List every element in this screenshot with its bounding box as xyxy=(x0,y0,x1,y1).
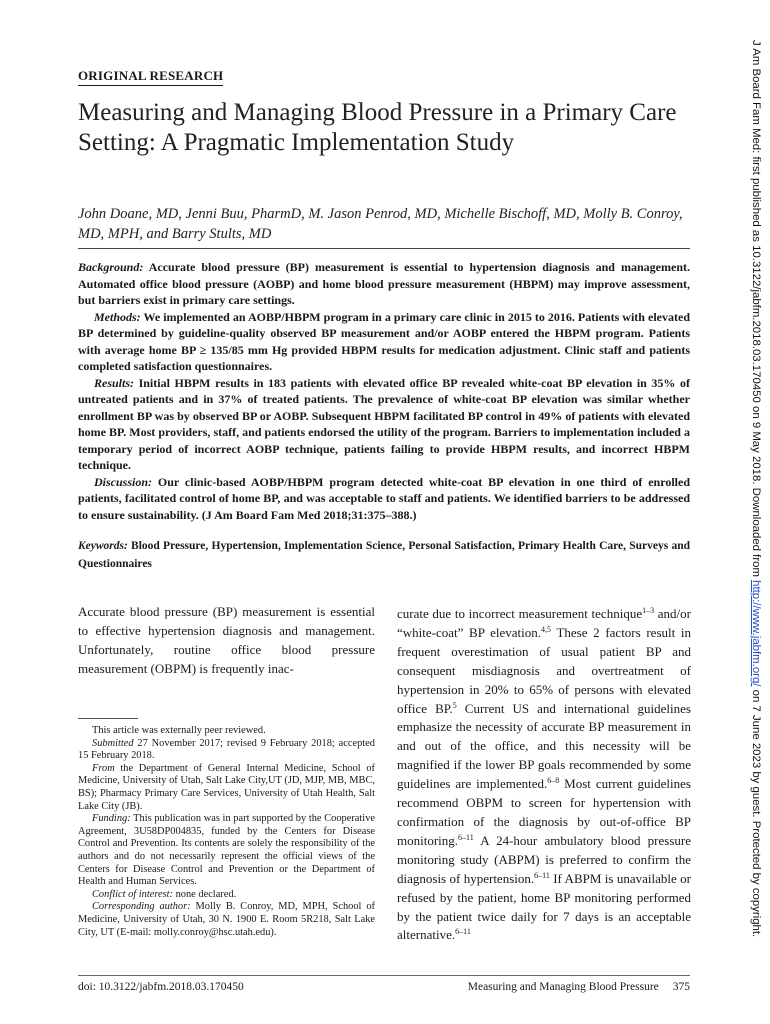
footnote-submitted xyxy=(78,738,375,763)
footnote-conflict-label: Conflict of interest: xyxy=(92,888,173,900)
citation-ref: 5 xyxy=(452,700,457,710)
citation-ref: 6–11 xyxy=(455,927,471,937)
body-text-right xyxy=(397,605,691,945)
footnote-divider xyxy=(78,718,138,719)
citation-ref: 4,5 xyxy=(541,624,552,634)
body-text-span: curate due to incorrect measurement technique xyxy=(397,606,643,621)
page-footer xyxy=(78,975,690,993)
footnote-funding-text: This publication was in part supported by the Cooperative Agreement, 3U58DP004835, funded by the Centers for Disease Control and Prevention. Its contents are solely the responsibility of the authors and do not necessarily represent the official views of the Centers for Disease Control and Prevention or the Department of Health and Human Services. xyxy=(78,813,375,888)
body-text-span: and/or “white-coat” BP elevation. xyxy=(397,606,691,640)
footnote-peer-review: This article was externally peer reviewed. xyxy=(92,725,266,736)
footnote-corresponding-label: Corresponding author: xyxy=(92,901,191,913)
abstract-background xyxy=(78,259,690,309)
abstract-discussion xyxy=(78,474,690,524)
abstract-discussion-label: Discussion: xyxy=(94,474,153,489)
footnote-funding xyxy=(78,813,375,889)
abstract xyxy=(78,259,690,523)
footnotes xyxy=(78,725,375,939)
jabfm-link[interactable]: http://www.jabfm.org/ xyxy=(750,580,762,687)
header-divider xyxy=(78,248,690,249)
footer-doi: doi: 10.3122/jabfm.2018.03.170450 xyxy=(78,981,244,993)
body-text-span: Most current guidelines recommend OBPM to screen for hypertension with confirmation of the diagnosis by out-of-office BP monitoring. xyxy=(397,776,691,848)
citation-ref: 6–8 xyxy=(547,776,560,786)
abstract-results-label: Results: xyxy=(94,375,135,390)
citation-ref: 6–11 xyxy=(534,870,550,880)
body-text-span: If ABPM is unavailable or refused by the patient, home BP monitoring performed by the patient twice daily for 7 days is an acceptable alternative. xyxy=(397,870,691,943)
footnote-funding-label: Funding: xyxy=(92,813,131,825)
footnote-corresponding-text: Molly B. Conroy, MD, MPH, School of Medicine, University of Utah, 30 N. 1900 E. Room 5R218, Salt Lake City, UT (E-mail: molly.conroy@hsc.utah.edu). xyxy=(78,901,375,938)
footer-running-title: Measuring and Managing Blood Pressure xyxy=(467,981,659,993)
abstract-results-text: Initial HBPM results in 183 patients with elevated office BP revealed white-coat BP elevation in 35% of untreated patients and in 37% of treated patients. The prevalence of white-coat BP elevation was similar whether enrollment BP was by observed BP or AOBP. Subsequent HBPM facilitated BP control in 49% of patients with elevated home BP. Most providers, staff, and patients endorsed the utility of the program. Barriers to implementation included a temporary period of incorrect AOBP technique, patients failing to provide HBPM results, and incorrect HBPM technique. xyxy=(78,375,690,472)
footnote-from-text: the Department of General Internal Medicine, School of Medicine, University of Utah, Salt Lake City,UT (JD, MJP, MB, MBC, BS); Pharmacy Primary Care Services, University of Utah Health, Salt Lake City (JB). xyxy=(78,762,375,812)
footnote-corresponding xyxy=(78,901,375,939)
footer-right xyxy=(468,979,690,995)
abstract-methods-label: Methods: xyxy=(94,309,141,324)
keywords-text: Blood Pressure, Hypertension, Implementation Science, Personal Satisfaction, Primary Health Care, Surveys and Questionnaires xyxy=(78,540,690,570)
body-text-span: These 2 factors result in frequent overestimation of usual patient BP and consequent misdiagnosis and overtreatment of hypertension in 20% to 65% of persons with elevated office BP. xyxy=(397,624,692,716)
citation-ref: 1–3 xyxy=(642,606,655,615)
footnote-submitted-label: Submitted xyxy=(92,737,134,749)
footnote-conflict-text: none declared. xyxy=(173,888,237,900)
footnote-conflict xyxy=(78,889,375,902)
body-text-span: Current US and international guidelines emphasize the necessity of accurate BP measurement in and out of the office, and this necessity will be magnified if the lower BP goals recommended by some guidelines are implemented. xyxy=(397,700,691,792)
abstract-background-label: Background: xyxy=(78,260,144,274)
keywords-label: Keywords: xyxy=(78,540,128,552)
download-notice-text: J Am Board Fam Med: first published as 10.3122/jabfm.2018.03.170450 on 9 May 2018. Downloaded from xyxy=(750,40,762,581)
section-label: ORIGINAL RESEARCH xyxy=(78,68,223,86)
download-notice xyxy=(747,40,765,980)
author-list: John Doane, MD, Jenni Buu, PharmD, M. Jason Penrod, MD, Michelle Bischoff, MD, Molly B. Conroy, MD, MPH, and Barry Stults, MD xyxy=(78,206,683,242)
abstract-results xyxy=(78,375,690,474)
body-text-span: A 24-hour ambulatory blood pressure monitoring study (ABPM) is preferred to confirm the diagnosis of hypertension. xyxy=(397,832,691,886)
keywords xyxy=(78,537,690,573)
abstract-background-text: Accurate blood pressure (BP) measurement is essential to hypertension diagnosis and management. Automated office blood pressure (AOBP) and home blood pressure measurement (HBPM) may improve assessment, but barriers exist in primary care settings. xyxy=(78,260,690,307)
abstract-methods-text: We implemented an AOBP/HBPM program in a primary care clinic in 2015 to 2016. Patients with elevated BP determined by guideline-quality observed BP measurement and/or AOBP entered the HBPM program. Patients with average home BP ≥ 135/85 mm Hg provided HBPM results for medication adjustment. Clinic staff and patients completed satisfaction questionnaires. xyxy=(78,309,690,373)
abstract-discussion-text: Our clinic-based AOBP/HBPM program detected white-coat BP elevation in one third of enrolled patients, facilitated control of home BP, and was acceptable to staff and patients. We identified barriers to be addressed to ensure sustainability. (J Am Board Fam Med 2018;31:375–388.) xyxy=(78,474,690,522)
citation-ref: 6–11 xyxy=(458,832,474,842)
abstract-methods xyxy=(78,309,690,375)
footnote-from-label: From xyxy=(92,762,115,774)
download-notice-copyright: on 7 June 2023 by guest. Protected by copyright. xyxy=(750,686,762,938)
body-text-left: Accurate blood pressure (BP) measurement is essential to effective hypertension diagnosis and management. Unfortunately, routine office blood pressure measurement (OBPM) is frequently inac- xyxy=(78,604,375,676)
page-number: 375 xyxy=(672,981,690,993)
article-title: Measuring and Managing Blood Pressure in a Primary Care Setting: A Pragmatic Implementation Study xyxy=(78,99,677,156)
footnote-affiliation xyxy=(78,763,375,813)
footnote-submitted-text: 27 November 2017; revised 9 February 2018; accepted 15 February 2018. xyxy=(78,737,375,762)
